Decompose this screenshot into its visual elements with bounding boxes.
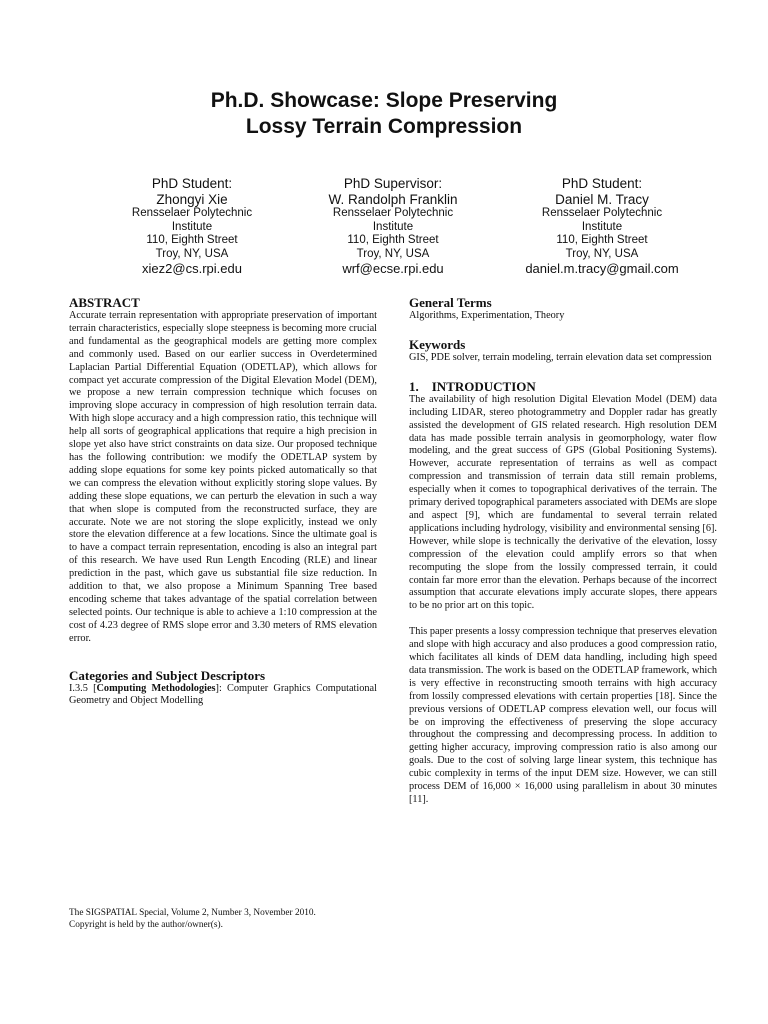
author-city: Troy, NY, USA (356, 247, 430, 260)
categories-prefix: I.3.5 [ (69, 682, 97, 694)
keywords-text: GIS, PDE solver, terrain modeling, terrain elevation data set compression (409, 351, 712, 363)
introduction-paragraph-1: The availability of high resolution Digital Elevation Model (DEM) data including LIDAR, stereo photogrammetry and Doppler radar has greatly assisted the development of GIS related research. High resolution DEM data has made possible terrain analysis in geomorphology, water flow modeling, and the great success of GPS (Global Positioning Systems). However, accurate representation of terrains as well as compact compression and transmission of terrain data still remain problems, especially when it comes to topographical derivatives of the terrain. The primary derived topographical parameters associated with DEMs are slope and aspect [9], which are fundamental to several terrain related applications including hydrology, visibility and environmental sensing [6]. However, while slope is technically the derivative of the elevation, lossy compression of the elevation could amplify errors so that when recomputing the slope from the lossily compressed terrain, it could contain far more error than the elevation. Perhaps because of the incorrect assumption that accurate elevations imply accurate slopes, there appears to be no prior art on this topic. (409, 393, 717, 612)
author-affiliation: Institute (581, 220, 623, 233)
author-affiliation: Rensselaer Polytechnic (332, 207, 454, 219)
introduction-heading: 1. INTRODUCTION (409, 378, 536, 394)
title-line-2: Lossy Terrain Compression (245, 115, 523, 138)
author-street: 110, Eighth Street (556, 234, 648, 246)
author-block-2 (273, 176, 513, 277)
paper-title (0, 88, 768, 140)
author-street: 110, Eighth Street (146, 234, 238, 246)
title-line-1: Ph.D. Showcase: Slope Preserving (210, 89, 558, 112)
author-email: wrf@ecse.rpi.edu (342, 261, 444, 276)
author-role: PhD Student: (151, 176, 233, 191)
footer-line-2: Copyright is held by the author/owner(s). (69, 920, 223, 930)
author-city: Troy, NY, USA (565, 247, 639, 260)
left-column (69, 295, 377, 708)
author-role: PhD Supervisor: (343, 176, 443, 191)
categories-text (69, 683, 377, 709)
author-affiliation: Rensselaer Polytechnic (541, 207, 663, 219)
footer-line-1: The SIGSPATIAL Special, Volume 2, Number 3, November 2010. (69, 908, 316, 918)
author-name: Daniel M. Tracy (555, 191, 649, 207)
author-block-3 (482, 176, 722, 277)
author-email: xiez2@cs.rpi.edu (142, 261, 242, 276)
general-terms-text: Algorithms, Experimentation, Theory (409, 310, 565, 321)
abstract-text: Accurate terrain representation with appropriate preservation of important terrain characteristics, especially slope steepness is becoming more crucial and fundamental as the geographical models are getting more complex and commonly used. Based on our earlier success in Overdetermined Laplacian Partial Differential Equation (ODETLAP), which allows for compact yet accurate compression of the Digital Elevation Model (DEM), we propose a new terrain compression technique which focuses on improving slope accuracy in compression of high resolution terrain data. With high slope accuracy and a high compression ratio, this technique will help all sorts of geographical applications that require a high precision in slope yet also have strict constraints on data size. Our proposed technique has the following contribution: we modify the ODETLAP system by adding slope equations for some key points picked automatically so that we can compress the elevation without explicitly storing slope values. By adding these slope equations, we can perturb the elevation in such a way that when slope is computed from the reconstructed surface, they are accurate. Note we are not storing the slope explicitly, instead we only store the elevation difference at a few locations. Since the ultimate goal is to have a compact terrain representation, encoding is also an integral part of this research. We have used Run Length Encoding (RLE) and linear prediction in the past, which gave us substantial file size reduction. In addition to that, we also propose a Minimum Spanning Tree based encoding scheme that takes advantage of the spatial correlation between selected points. Our technique is able to achieve a 1:10 compression at the cost of 4.23 degree of RMS slope error and 3.30 meters of RMS elevation error. (69, 310, 377, 644)
categories-bold: Computing Methodologies (96, 682, 216, 694)
categories-heading: Categories and Subject Descriptors (69, 667, 266, 683)
author-affiliation: Institute (171, 220, 213, 233)
copyright-footer (69, 907, 379, 931)
author-city: Troy, NY, USA (155, 247, 229, 260)
author-name: W. Randolph Franklin (328, 191, 458, 207)
author-role: PhD Student: (561, 176, 643, 191)
author-affiliation: Rensselaer Polytechnic (131, 207, 253, 219)
right-column (409, 295, 717, 807)
abstract-heading: ABSTRACT (69, 295, 140, 310)
author-affiliation: Institute (372, 220, 414, 233)
author-name: Zhongyi Xie (156, 191, 228, 207)
author-email: daniel.m.tracy@gmail.com (525, 261, 679, 276)
general-terms-heading: General Terms (409, 295, 492, 310)
keywords-heading: Keywords (409, 336, 466, 352)
author-street: 110, Eighth Street (347, 234, 439, 246)
categories-rest: ]: Computer Graphics Computational Geometry and Object Modelling (69, 682, 377, 707)
introduction-paragraph-2: This paper presents a lossy compression technique that preserves elevation and slope with high accuracy and also produces a good compression ratio, which facilitates all kinds of DEM data handling, including high speed data transmission. The work is based on the ODETLAP framework, which is very effective in reconstructing smooth terrains with high accuracy from lossily compressed elevations with certain properties [18]. Since the previous versions of ODETLAP compress elevation well, our focus will be on improving the effectiveness of preserving the slope accuracy throughout the compressing and decompressing process. In addition to getting higher accuracy, improving compression ratio is also among our goals. Due to the cost of solving large linear system, this technique has cubic complexity in terms of the input DEM size. However, we can still process DEM of 16,000 × 16,000 using parallelism in about 30 minutes [11]. (409, 626, 717, 805)
